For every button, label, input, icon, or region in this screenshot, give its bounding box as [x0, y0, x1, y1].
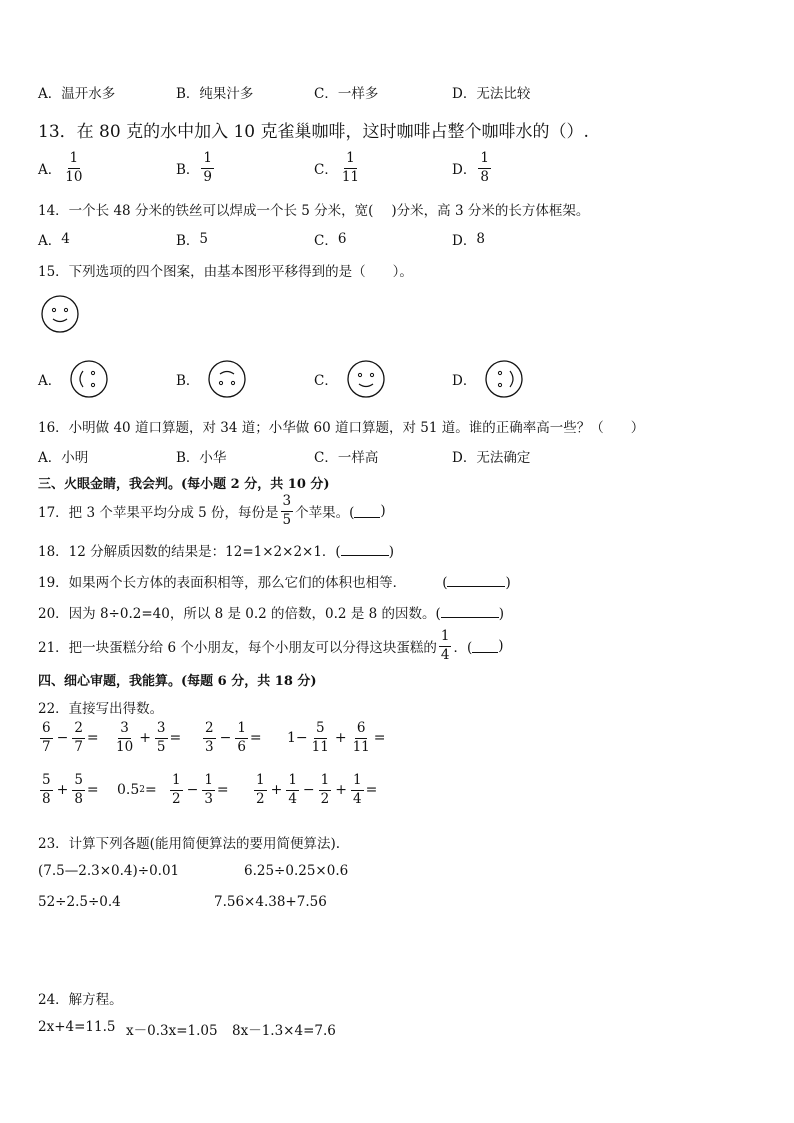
q24-equation-2: x－0.3x=1.05	[126, 1023, 218, 1039]
option-letter: B．	[176, 162, 200, 178]
q16-option-a[interactable]	[38, 446, 88, 466]
option-letter: A．	[38, 86, 62, 102]
option-letter: B．	[176, 373, 200, 389]
option-letter: C．	[314, 373, 338, 389]
answer-blank[interactable]	[341, 543, 389, 556]
option-letter: C．	[314, 162, 338, 178]
q23-problem-4: 7.56×4.38+7.56	[214, 894, 327, 910]
option-letter: B．	[176, 450, 200, 466]
q23-problem-1: (7.5—2.3×0.4)÷0.01	[38, 863, 180, 879]
option-letter: D．	[452, 233, 477, 249]
q23-problem-2: 6.25÷0.25×0.6	[244, 863, 349, 879]
option-letter: D．	[452, 162, 477, 178]
option-text: 小明	[61, 450, 89, 466]
q13-option-b[interactable]	[176, 152, 216, 184]
q12-option-b[interactable]	[176, 82, 253, 102]
q15-question: 15．下列选项的四个图案，由基本图形平移得到的是（ ）。	[38, 264, 413, 280]
q22-expression-3: $\frac{2}{3}$ − $\frac{1}{6}$ =	[205, 720, 262, 755]
option-letter: C．	[314, 450, 338, 466]
option-letter: C．	[314, 233, 338, 249]
q16-option-c[interactable]	[314, 446, 378, 466]
q24-equation-3: 8x－1.3×4=7.6	[232, 1023, 336, 1039]
option-letter: A．	[38, 233, 62, 249]
q14-option-d[interactable]	[452, 229, 485, 249]
q19-statement: 19．如果两个长方体的表面积相等，那么它们的体积也相等． ( )	[38, 575, 511, 591]
q14-option-a[interactable]	[38, 229, 70, 249]
q15-option-d[interactable]	[452, 359, 524, 399]
q13-option-c[interactable]	[314, 152, 363, 184]
option-letter: D．	[452, 373, 477, 389]
answer-blank[interactable]	[447, 574, 505, 587]
q13-option-d[interactable]	[452, 152, 493, 184]
answer-blank[interactable]	[472, 640, 498, 653]
q14-question: 14．一个长 48 分米的铁丝可以焊成一个长 5 分米，宽( )分米，高 3 分米的长方体框架。	[38, 203, 590, 219]
option-text: 一样多	[337, 86, 379, 102]
option-fraction: $\frac{1}{11}$	[341, 150, 360, 185]
q13-question: 13．在 80 克的水中加入 10 克雀巢咖啡，这时咖啡占整个咖啡水的（）.	[38, 122, 589, 142]
q22-expression-2: $\frac{3}{10}$ + $\frac{3}{5}$ =	[116, 720, 182, 755]
q22-expression-7: $\frac{1}{2}$ − $\frac{1}{3}$ =	[172, 772, 229, 807]
q22-title: 22．直接写出得数。	[38, 701, 164, 717]
option-fraction: $\frac{1}{9}$	[203, 150, 213, 185]
q23-title: 23．计算下列各题(能用简便算法的要用简便算法).	[38, 836, 341, 852]
option-letter: B．	[176, 233, 200, 249]
option-letter: A．	[38, 373, 62, 389]
option-letter: B．	[176, 86, 200, 102]
q15-option-c[interactable]	[314, 359, 386, 399]
option-text: 8	[476, 231, 485, 247]
smiley-face-icon	[346, 359, 386, 399]
answer-blank[interactable]	[354, 505, 380, 518]
q22-expression-6: 0.5 2 =	[117, 782, 157, 798]
q18-statement: 18．12 分解质因数的结果是：12=1×2×2×1．( )	[38, 544, 394, 560]
option-text: 6	[337, 231, 347, 247]
q24-title: 24．解方程。	[38, 992, 123, 1008]
answer-blank[interactable]	[441, 605, 499, 618]
option-letter: D．	[452, 450, 477, 466]
rotated-smiley-icon	[484, 359, 524, 399]
option-fraction: $\frac{1}{10}$	[65, 150, 83, 185]
q16-option-d[interactable]	[452, 446, 530, 466]
q15-option-b[interactable]	[176, 359, 247, 399]
q14-option-b[interactable]	[176, 229, 208, 249]
option-text: 纯果汁多	[199, 86, 254, 102]
section-4-heading: 四、细心审题，我能算。(每题 6 分，共 18 分)	[38, 674, 317, 689]
section-3-heading: 三、火眼金睛，我会判。(每小题 2 分，共 10 分)	[38, 477, 330, 492]
q24-equation-1: 2x+4=11.5	[38, 1019, 116, 1035]
q20-statement: 20．因为 8÷0.2=40，所以 8 是 0.2 的倍数，0.2 是 8 的因数。( )	[38, 606, 505, 622]
q12-option-a[interactable]	[38, 82, 115, 102]
option-text: 一样高	[337, 450, 379, 466]
q22-expression-1: $\frac{6}{7}$ − $\frac{2}{7}$ =	[42, 720, 99, 755]
q23-problem-3: 52÷2.5÷0.4	[38, 894, 121, 910]
upside-down-smiley-icon	[207, 359, 247, 399]
option-text: 5	[199, 231, 209, 247]
q22-expression-4: 1− $\frac{5}{11}$ + $\frac{6}{11}$ =	[287, 720, 386, 755]
q22-expression-8: $\frac{1}{2}$ + $\frac{1}{4}$ − $\frac{1}{2}$ + $\frac{1}{4}$ =	[256, 772, 378, 807]
option-letter: A．	[38, 162, 62, 178]
q12-option-c[interactable]	[314, 82, 378, 102]
option-text: 4	[61, 231, 70, 247]
option-letter: A．	[38, 450, 62, 466]
option-text: 无法确定	[476, 450, 531, 466]
q13-option-a[interactable]	[38, 152, 86, 184]
q15-option-a[interactable]	[38, 359, 109, 399]
option-fraction: $\frac{1}{8}$	[480, 150, 489, 185]
option-text: 无法比较	[476, 86, 531, 102]
smiley-face-icon	[40, 294, 80, 334]
q17-statement: 17．把 3 个苹果平均分成 5 份，每份是 $\frac{3}{5}$ 个苹果。( )	[38, 493, 386, 528]
q14-option-c[interactable]	[314, 229, 346, 249]
q12-option-d[interactable]	[452, 82, 530, 102]
option-text: 温开水多	[61, 86, 116, 102]
option-letter: D．	[452, 86, 477, 102]
option-letter: C．	[314, 86, 338, 102]
q16-option-b[interactable]	[176, 446, 226, 466]
rotated-smiley-icon	[69, 359, 109, 399]
q16-question: 16．小明做 40 道口算题，对 34 道；小华做 60 道口算题，对 51 道。谁的正确率高一些？（ ）	[38, 420, 645, 436]
q21-statement: 21．把一块蛋糕分给 6 个小朋友，每个小朋友可以分得这块蛋糕的 $\frac{1}{4}$ ．( )	[38, 628, 504, 663]
q22-expression-5: $\frac{5}{8}$ + $\frac{5}{8}$ =	[42, 772, 99, 807]
option-text: 小华	[199, 450, 227, 466]
